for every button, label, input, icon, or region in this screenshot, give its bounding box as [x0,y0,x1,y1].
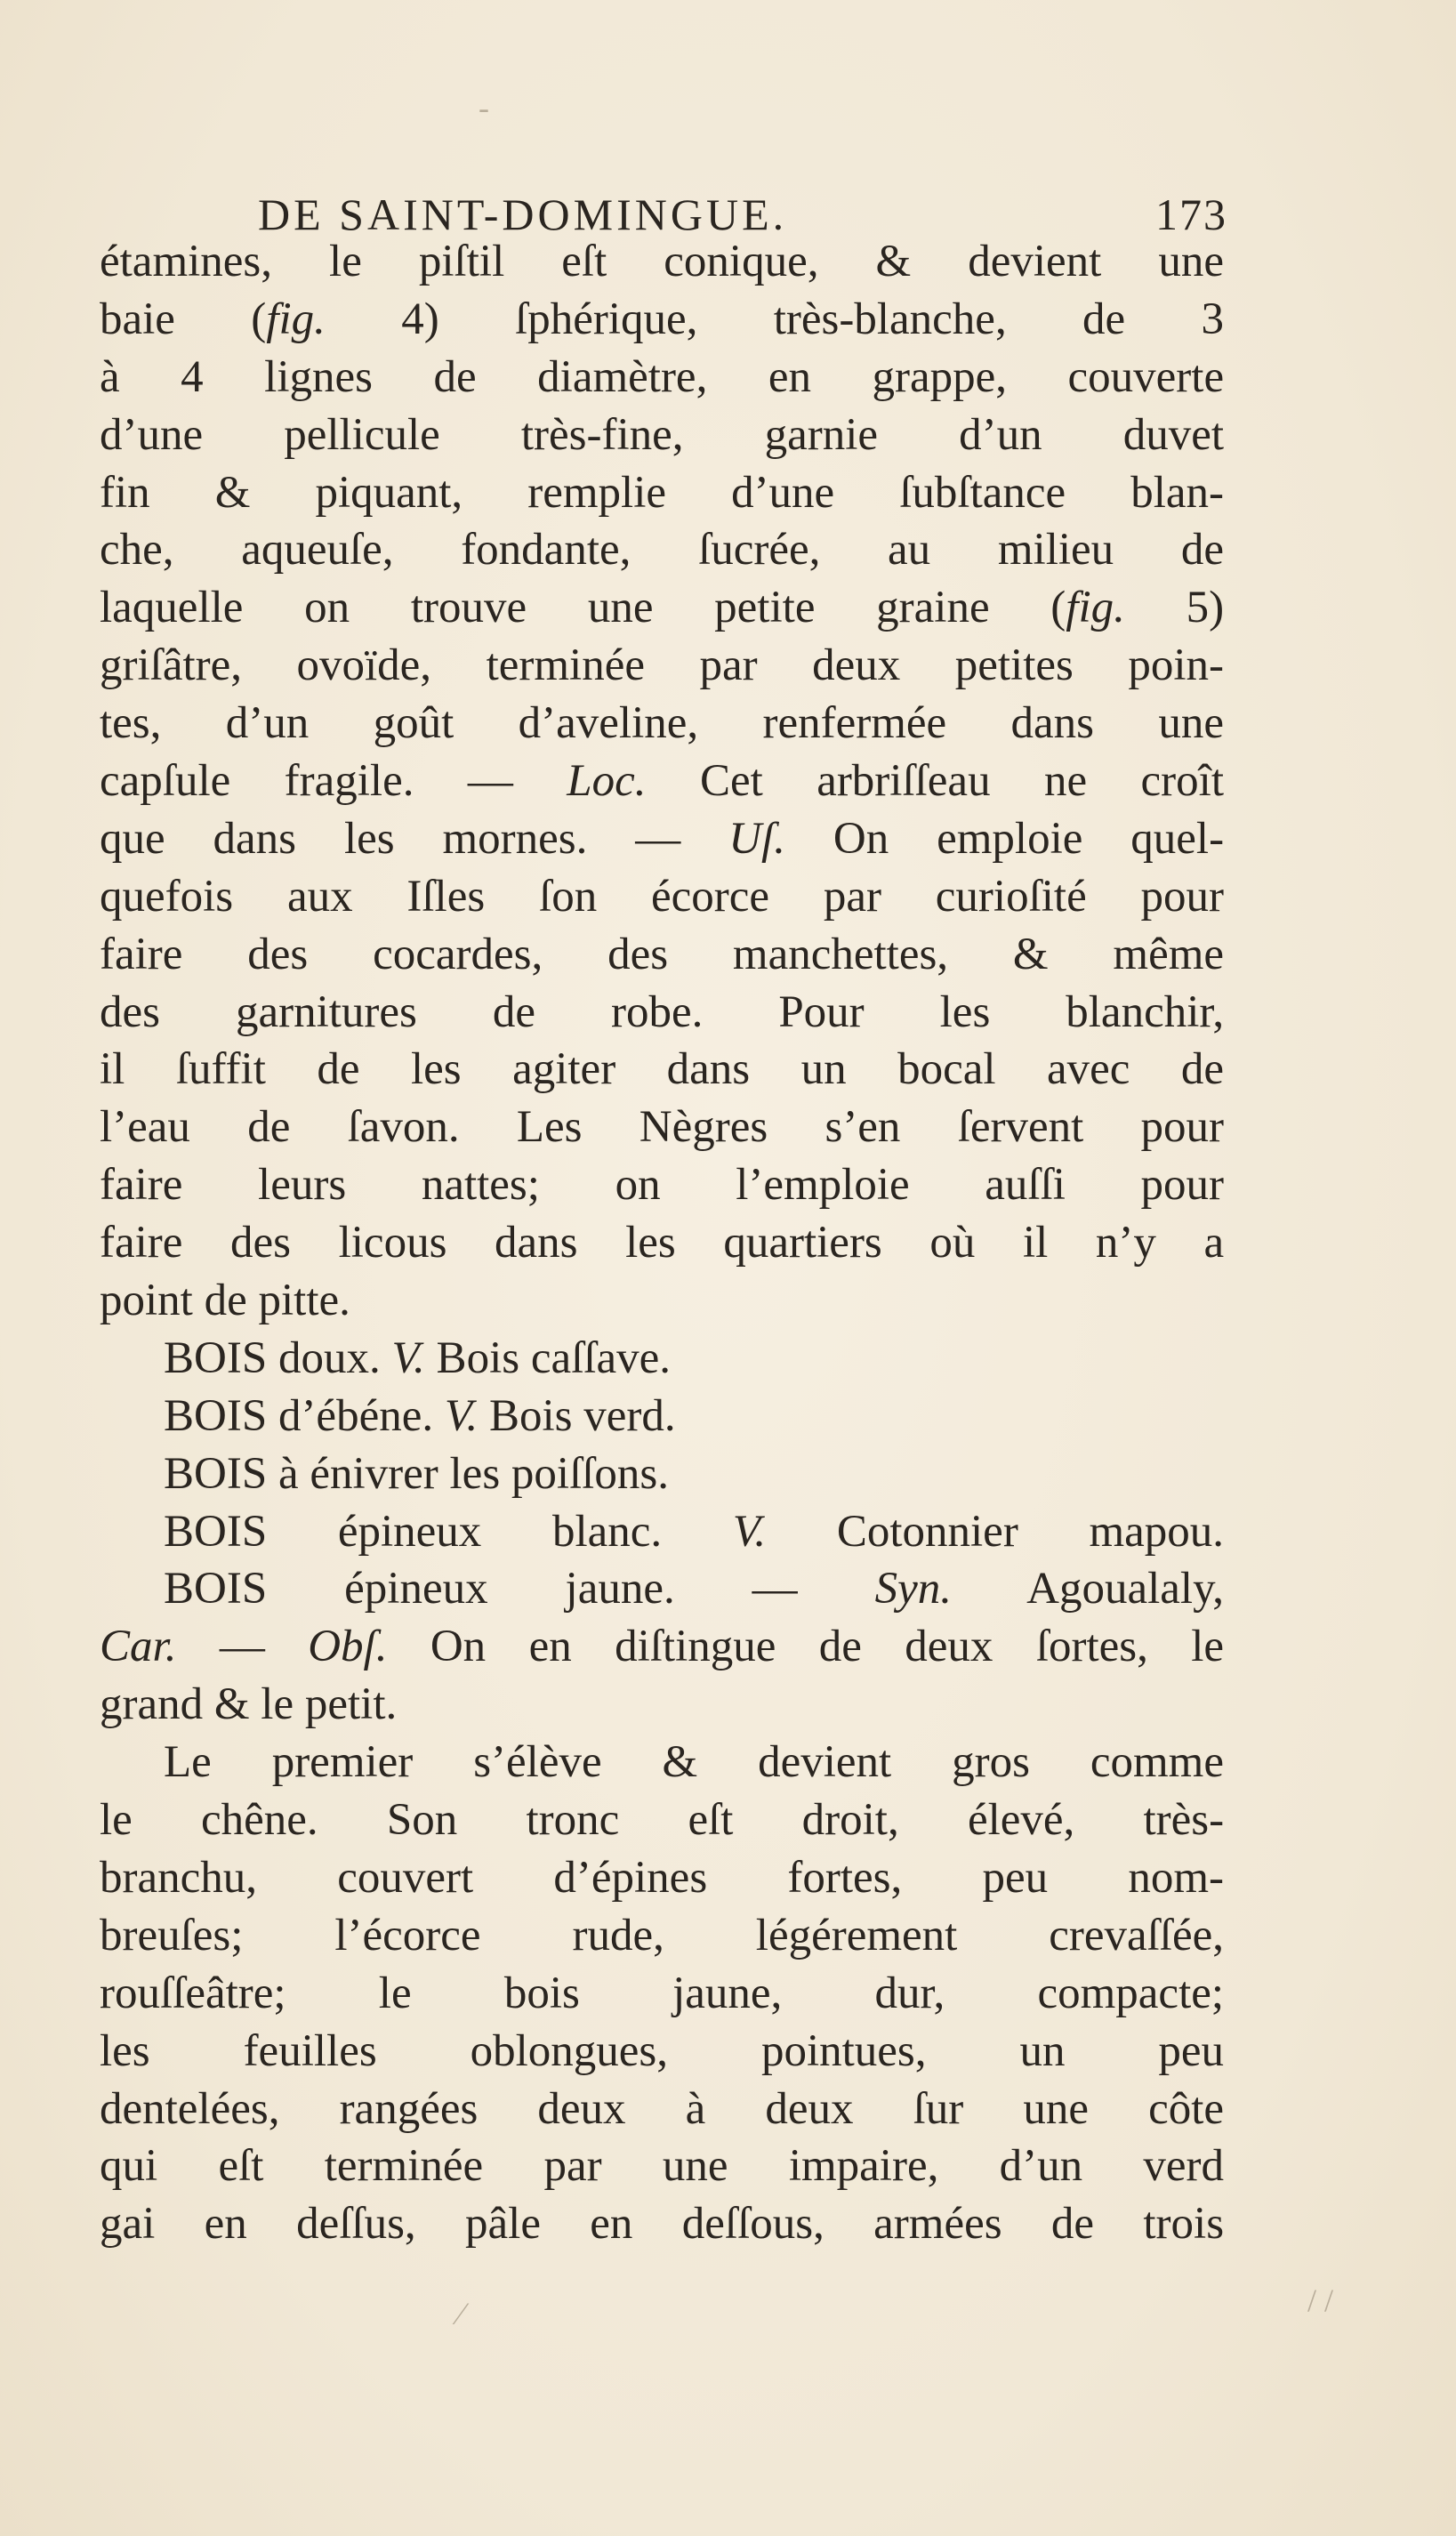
text-line: d’une pellicule très-fine, garnie d’un duvet [100,409,1224,460]
text-line: Le premier s’élève & devient gros comme [164,1737,1224,1788]
text-line: dentelées, rangées deux à deux ſur une côte [100,2083,1224,2134]
text-line: l’eau de ſavon. Les Nègres s’en ſervent pour [100,1102,1224,1153]
text-body [100,233,1224,2253]
text-line: il ſuffit de les agiter dans un bocal avec de [100,1044,1224,1095]
text-line: à 4 lignes de diamètre, en grappe, couverte [100,351,1224,402]
text-line: breuſes; l’écorce rude, légérement crevaſſée, [100,1910,1224,1960]
text-line: faire des licous dans les quartiers où il n’y a [100,1218,1224,1268]
text-line: fin & piquant, remplie d’une ſubſtance blan- [100,467,1224,518]
text-line: capſule fragile. — Loc. Cet arbriſſeau ne croît [100,756,1224,807]
text-line: point de pitte. [100,1276,350,1326]
bottom-mark: ⁄ [458,2296,464,2331]
text-line: grand & le petit. [100,1679,398,1730]
text-line: che, aqueuſe, fondante, ſucrée, au milieu de [100,525,1224,576]
text-line: des garnitures de robe. Pour les blanchir, [100,986,1224,1037]
page-number: 173 [1155,189,1227,239]
text-line: le chêne. Son tronc eſt droit, élevé, très- [100,1795,1224,1846]
text-line: gai en deſſus, pâle en deſſous, armées de trois [100,2199,1224,2250]
entry-line: BOIS épineux blanc. V. Cotonnier mapou. [164,1506,1224,1557]
text-line: quefois aux Iſles ſon écorce par curioſité pour [100,871,1224,922]
text-line: griſâtre, ovoïde, terminée par deux petites poin- [100,640,1224,691]
text-line: branchu, couvert d’épines fortes, peu nom- [100,1852,1224,1903]
corner-mark: / / [1307,2282,1334,2318]
text-line: Car. — Obſ. On en diſtingue de deux ſortes, le [100,1622,1224,1672]
text-line: que dans les mornes. — Uſ. On emploie quel- [100,813,1224,864]
text-line: laquelle on trouve une petite graine (fig. 5) [100,583,1224,633]
text-line: faire des cocardes, des manchettes, & même [100,929,1224,979]
text-line: tes, d’un goût d’aveline, renfermée dans une [100,698,1224,749]
text-line: rouſſeâtre; le bois jaune, dur, compacte; [100,1968,1224,2018]
text-line: faire leurs nattes; on l’emploie auſſi pour [100,1160,1224,1211]
text-line: les feuilles oblongues, pointues, un peu [100,2025,1224,2076]
text-line: baie (fig. 4) ſphérique, très-blanche, de 3 [100,294,1224,344]
entry-line: BOIS à énivrer les poiſſons. [164,1448,670,1499]
text-line: qui eſt terminée par une impaire, d’un verd [100,2141,1224,2192]
running-head: DE SAINT-DOMINGUE. [258,189,788,239]
entry-line: BOIS doux. V. Bois caſſave. [164,1332,671,1383]
top-mark: - [479,90,489,125]
entry-line: BOIS épineux jaune. — Syn. Agoualaly, [164,1564,1224,1614]
text-line: étamines, le piſtil eſt conique, & devient une [100,237,1224,286]
entry-line: BOIS d’ébéne. V. Bois verd. [164,1390,676,1441]
